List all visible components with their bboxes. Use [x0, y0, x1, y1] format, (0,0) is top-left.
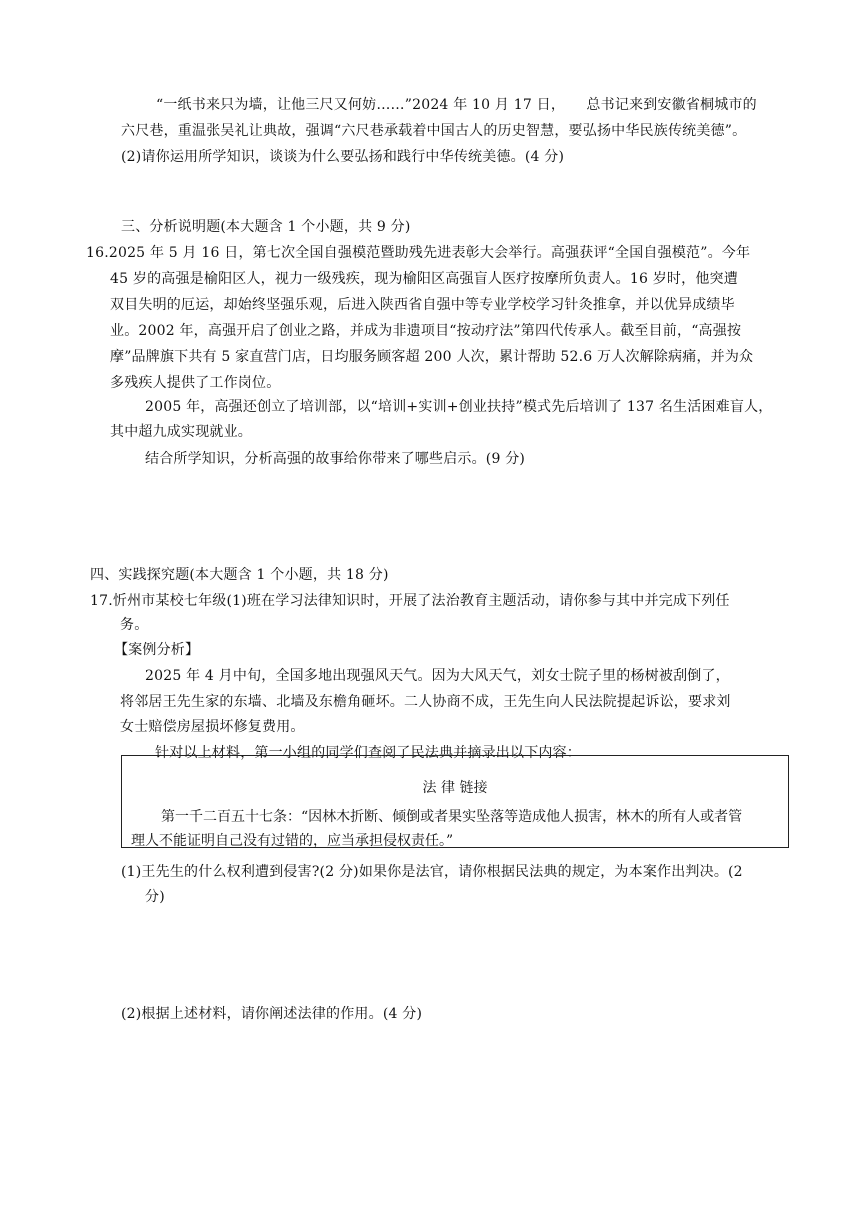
law-article-line-1: 第一千二百五十七条：“因林木折断、倾倒或者果实坠落等造成他人损害，林木的所有人或者管: [161, 809, 743, 825]
q17-line-1: 17.忻州市某校七年级(1)班在学习法律知识时，开展了法治教育主题活动，请你参与其中并完成下列任: [90, 593, 730, 609]
q16-line-3: 双目失明的厄运，却始终坚强乐观，后进入陕西省自强中等专业学校学习针灸推拿，并以优异成绩毕: [110, 297, 735, 313]
q17-subquestion-1-cont: 分): [145, 889, 165, 905]
group-1-intro: 针对以上材料，第一小组的同学们查阅了民法典并摘录出以下内容：: [155, 745, 581, 761]
q17-subquestion-1: (1)王先生的什么权利遭到侵害?(2 分)如果你是法官，请你根据民法典的规定，为本案作出判决。(2: [121, 864, 743, 880]
law-link-box: [121, 755, 789, 848]
case-line-1: 2025 年 4 月中旬，全国多地出现强风天气。因为大风天气，刘女士院子里的杨树被刮倒了，: [145, 668, 730, 684]
q16-line-2: 45 岁的高强是榆阳区人，视力一级残疾，现为榆阳区高强盲人医疗按摩所负责人。16 岁时，他突遭: [110, 271, 738, 287]
q16-line-6: 多残疾人提供了工作岗位。: [110, 375, 281, 391]
q15-line-1: “一纸书来只为墙，让他三尺又何妨……”2024 年 10 月 17 日， 总书记来到安徽省桐城市的: [156, 97, 757, 113]
q17-line-2: 务。: [120, 617, 149, 633]
q16-line-7: 2005 年，高强还创立了培训部，以“培训+实训+创业扶持”模式先后培训了 137 名生活困难盲人，: [145, 399, 773, 415]
q15-subquestion-2: (2)请你运用所学知识，谈谈为什么要弘扬和践行中华传统美德。(4 分): [121, 149, 565, 165]
q16-line-8: 其中超九成实现就业。: [110, 424, 252, 440]
q16-line-5: 摩”品牌旗下共有 5 家直营门店，日均服务顾客超 200 人次，累计帮助 52.6 万人次解除病痛，并为众: [110, 349, 754, 365]
case-analysis-heading: 【案例分析】: [114, 642, 200, 658]
q16-prompt: 结合所学知识，分析高强的故事给你带来了哪些启示。(9 分): [145, 451, 526, 467]
case-line-3: 女士赔偿房屋损坏修复费用。: [120, 719, 305, 735]
q15-line-2: 六尺巷，重温张吴礼让典故，强调“六尺巷承载着中国古人的历史智慧，要弘扬中华民族传统美德”。: [121, 123, 747, 139]
q16-line-1: 16.2025 年 5 月 16 日，第七次全国自强模范暨助残先进表彰大会举行。高强获评“全国自强模范”。今年: [86, 245, 751, 261]
law-article-line-2: 理人不能证明自己没有过错的，应当承担侵权责任。”: [131, 833, 454, 849]
section-3-heading: 三、分析说明题(本大题含 1 个小题，共 9 分): [121, 219, 411, 235]
q16-line-4: 业。2002 年，高强开启了创业之路，并成为非遗项目“按动疗法”第四代传承人。截至目前，“高强按: [110, 323, 742, 339]
q17-subquestion-2: (2)根据上述材料，请你阐述法律的作用。(4 分): [121, 1006, 423, 1022]
section-4-heading: 四、实践探究题(本大题含 1 个小题，共 18 分): [90, 567, 389, 583]
case-line-2: 将邻居王先生家的东墙、北墙及东檐角砸坏。二人协商不成，王先生向人民法院提起诉讼，要求刘: [120, 694, 731, 710]
law-link-title: 法 律 链接: [422, 780, 488, 796]
